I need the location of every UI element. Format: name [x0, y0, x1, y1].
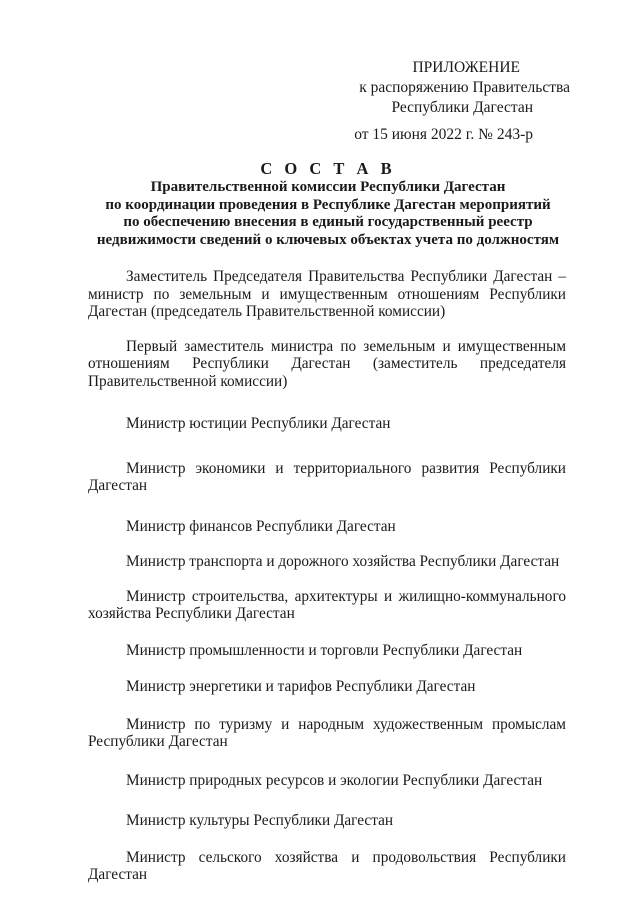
- title-line: по координации проведения в Республике Дагестан мероприятий: [105, 196, 551, 213]
- appendix-header: [354, 58, 570, 145]
- member-item: Министр юстиции Республики Дагестан: [126, 415, 391, 432]
- appendix-date-number: от 15 июня 2022 г. № 243-р: [354, 126, 533, 143]
- title-line: Правительственной комиссии Республики Дагестан: [150, 179, 506, 195]
- member-item: Министр природных ресурсов и экологии Республики Дагестан: [126, 771, 543, 789]
- member-item: Министр сельского хозяйства и продовольствия Республики Дагестан: [88, 848, 566, 883]
- document-title: [88, 158, 568, 249]
- member-item: Министр по туризму и народным художественным промыслам Республики Дагестан: [88, 715, 566, 750]
- title-heading: С О С Т А В: [260, 159, 396, 178]
- member-item: Министр транспорта и дорожного хозяйства Республики Дагестан: [126, 553, 560, 570]
- member-item: Министр экономики и территориального развития Республики Дагестан: [88, 459, 566, 494]
- member-item: Министр промышленности и торговли Республики Дагестан: [126, 641, 523, 659]
- member-item: Министр культуры Республики Дагестан: [126, 812, 394, 829]
- title-line: недвижимости сведений о ключевых объектах учета по должностям: [96, 231, 560, 248]
- appendix-order-ref: к распоряжению Правительства: [359, 79, 570, 96]
- member-item: Министр строительства, архитектуры и жилищно-коммунального хозяйства Республики Дагестан: [88, 587, 566, 622]
- title-line: по обеспечению внесения в единый государственный реестр: [123, 214, 533, 230]
- appendix-title: ПРИЛОЖЕНИЕ: [412, 59, 520, 76]
- appendix-republic: Республики Дагестан: [391, 99, 533, 116]
- member-item: Заместитель Председателя Правительства Республики Дагестан – министр по земельным и имущественным отношениям Республики Дагестан (председатель Правительственной комиссии): [88, 268, 566, 320]
- member-item: Первый заместитель министра по земельным и имущественным отношениям Республики Дагестан (заместитель председателя Правительственной комиссии): [88, 337, 566, 390]
- member-item: Министр энергетики и тарифов Республики Дагестан: [126, 678, 476, 695]
- members-list: [88, 268, 566, 884]
- member-item: Министр финансов Республики Дагестан: [126, 517, 396, 535]
